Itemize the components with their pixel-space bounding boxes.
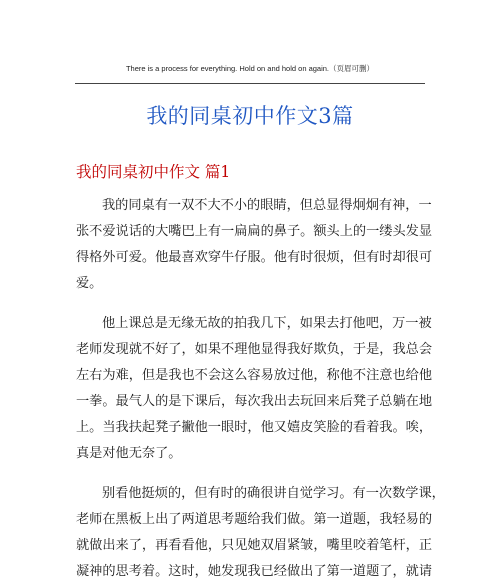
paragraph-line: 一拳。最气人的是下课后，每次我出去玩回来后凳子总躺在地 xyxy=(76,394,433,409)
paragraph-line: 他上课总是无缘无故的拍我几下，如果去打他吧，万一被 xyxy=(102,316,432,331)
paragraph-spacer xyxy=(76,467,424,481)
paragraph-2 xyxy=(76,311,433,467)
paragraph-line: 上。当我扶起凳子撇他一眼时，他又嬉皮笑脸的看着我。唉， xyxy=(76,420,433,435)
paragraph-line: 就做出来了，再看看他，只见她双眉紧皱，嘴里咬着笔杆，正 xyxy=(76,538,433,553)
paragraph-line: 凝神的思考着。这时，她发现我已经做出了第一道题了，就请 xyxy=(76,564,433,579)
paragraph-3 xyxy=(76,481,445,585)
paragraph-1 xyxy=(76,193,433,297)
paragraph-line: 老师发现就不好了，如果不理他显得我好欺负，于是，我总会 xyxy=(76,342,433,357)
paragraph-line: 张不爱说话的大嘴巴上有一扁扁的鼻子。额头上的一缕头发显 xyxy=(76,224,433,239)
paragraph-spacer xyxy=(76,297,424,311)
section-heading: 我的同桌初中作文 篇1 xyxy=(76,163,231,181)
document-title: 我的同桌初中作文3篇 xyxy=(146,104,354,128)
paragraph-line: 老师在黑板上出了两道思考题给我们做。第一道题，我轻易的 xyxy=(76,512,433,527)
article-body xyxy=(76,193,445,585)
paragraph-line: 我的同桌有一双不大不小的眼睛，但总显得炯炯有神，一 xyxy=(102,198,432,213)
paragraph-line: 爱。 xyxy=(76,276,103,291)
page-header: There is a process for everything. Hold on and hold on again.（页眉可删） xyxy=(125,64,375,73)
header-divider xyxy=(75,83,425,84)
paragraph-line: 左右为难，但是我也不会这么容易放过他，称他不注意也给他 xyxy=(76,368,433,383)
paragraph-line: 得格外可爱。他最喜欢穿牛仔服。他有时很烦，但有时却很可 xyxy=(76,250,433,265)
paragraph-line: 真是对他无奈了。 xyxy=(76,446,182,461)
paragraph-line: 别看他挺烦的，但有时的确很讲自觉学习。有一次数学课， xyxy=(102,486,445,501)
